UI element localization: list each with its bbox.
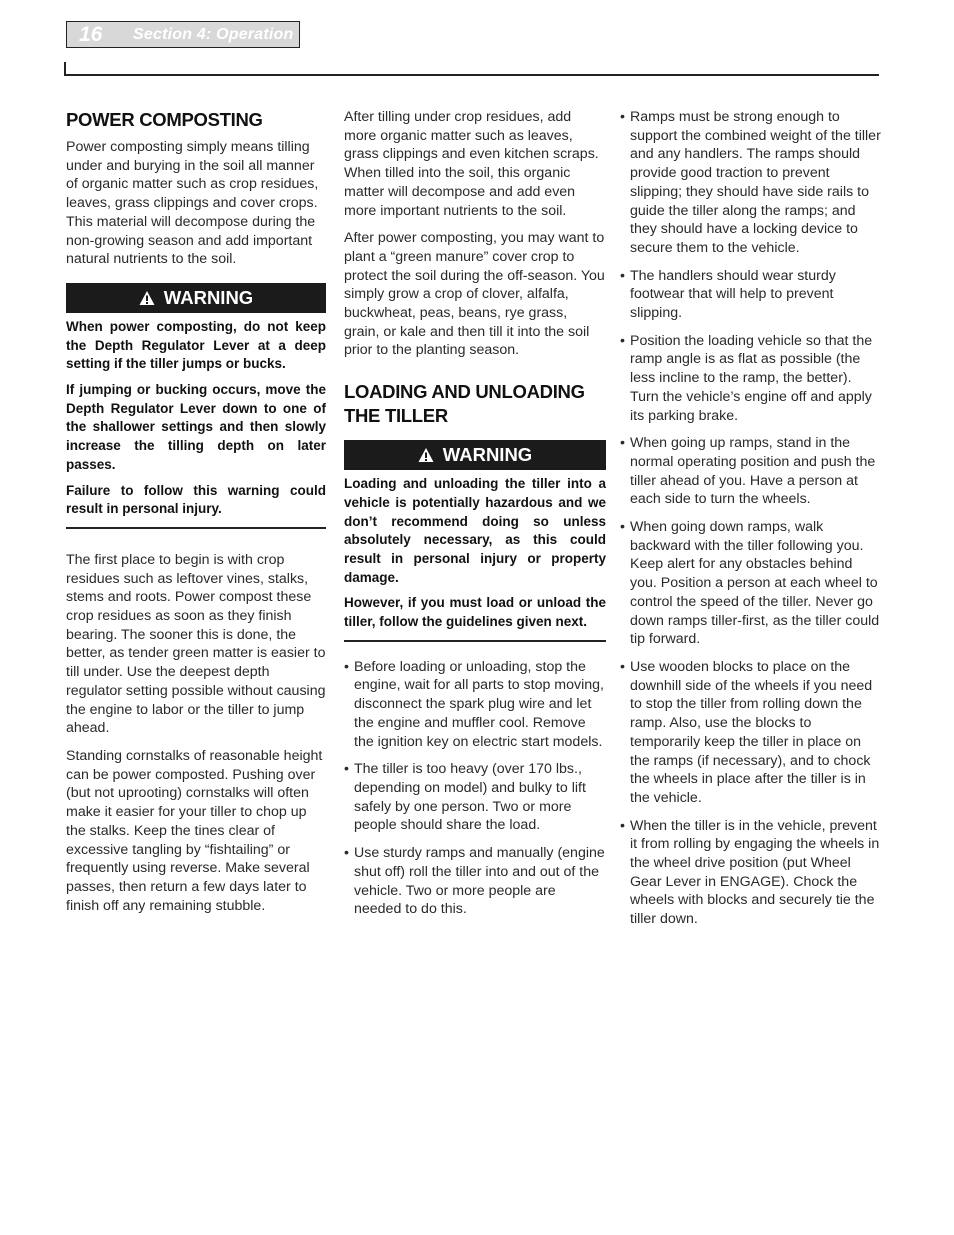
list-item: • When going up ramps, stand in the normal operating position and push the tiller ahead of you. Have a person at each side to turn the wheels. xyxy=(620,434,882,509)
list-item: • When the tiller is in the vehicle, prevent it from rolling by engaging the wheels in the wheel drive position (put Wheel Gear Lever in ENGAGE). Chock the wheels with blocks and securely tie the tiller down. xyxy=(620,817,882,929)
section-title: Section 4: Operation xyxy=(133,26,294,43)
warning-banner xyxy=(344,440,606,470)
ramp-bullet-list xyxy=(620,108,882,929)
heading-power-composting: POWER COMPOSTING xyxy=(66,109,263,130)
page-header xyxy=(66,21,300,48)
column-1 xyxy=(66,108,326,915)
list-item: • Before loading or unloading, stop the engine, wait for all parts to stop moving, disconnect the spark plug wire and let the engine and muffler cool. Remove the ignition key on electric start models. xyxy=(344,658,606,752)
warning-paragraph: However, if you must load or unload the tiller, follow the guidelines given next. xyxy=(344,595,606,630)
list-item: • Position the loading vehicle so that the ramp angle is as flat as possible (the less incline to the ramp, the better). Turn the vehicle’s engine off and apply its parking brake. xyxy=(620,332,882,426)
heading-loading-unloading xyxy=(344,380,606,428)
paragraph: After power composting, you may want to plant a “green manure” cover crop to protect the soil during the off-season. You simply grow a crop of clover, alfalfa, buckwheat, peas, beans, rye grass, grain, or kale and then till it into the soil prior to the planting season. xyxy=(344,230,605,359)
column-2 xyxy=(344,108,606,919)
warning-paragraph: Loading and unloading the tiller into a vehicle is potentially hazardous and we don’t recommend doing so unless absolutely necessary, as this could result in personal injury or property damage. xyxy=(344,476,606,585)
warning-triangle-icon xyxy=(418,447,434,463)
warning-paragraph: If jumping or bucking occurs, move the Depth Regulator Lever down to one of the shallower settings and then slowly increase the tilling depth on later passes. xyxy=(66,382,326,472)
warning-paragraph: Failure to follow this warning could result in personal injury. xyxy=(66,482,326,517)
list-item: • Use sturdy ramps and manually (engine shut off) roll the tiller into and out of the vehicle. Two or more people are needed to do this. xyxy=(344,844,606,919)
warning-label: WARNING xyxy=(163,286,254,308)
heading-line: THE TILLER xyxy=(344,405,448,427)
warning-text xyxy=(66,318,326,519)
warning-paragraph: When power composting, do not keep the Depth Regulator Lever at a deep setting if the tiller jumps or bucks. xyxy=(66,318,326,372)
paragraph: Power composting simply means tilling under and burying in the soil all manner of organic matter such as crop residues, leaves, grass clippings and cover crops. This material will decompose during the non-growing season and add important natural nutrients to the soil. xyxy=(66,139,319,268)
list-item: • When going down ramps, walk backward with the tiller following you. Keep alert for any obstacles behind you. Position a person at each wheel to control the speed of the tiller. Never go down ramps tiller-first, as the tiller could tip forward. xyxy=(620,518,882,649)
warning-banner xyxy=(66,283,326,313)
header-rule xyxy=(66,74,879,76)
list-item: • The tiller is too heavy (over 170 lbs., depending on model) and bulky to lift safely by one person. Two or more people should share the load. xyxy=(344,760,606,835)
warning-divider xyxy=(344,640,606,642)
paragraph: Standing cornstalks of reasonable height can be power composted. Pushing over (but not uprooting) cornstalks will often make it easier for your tiller to chop up the stalks. Keep the tines clear of excessive tangling by “fishtailing” or frequently using reverse. Make several passes, then return a few days later to finish off any remaining stubble. xyxy=(66,747,323,914)
heading-line: LOADING AND UNLOADING xyxy=(344,381,585,403)
loading-bullet-list xyxy=(344,658,606,919)
warning-label: WARNING xyxy=(442,444,533,466)
paragraph: After tilling under crop residues, add more organic matter such as leaves, grass clippings and even kitchen scraps. When tilled into the soil, this organic matter will decompose and add even more important nutrients to the soil. xyxy=(344,109,599,219)
paragraph: The first place to begin is with crop residues such as leftover vines, stalks, stems and roots. Power compost these crop residues as soon as they finish bearing. The sooner this is done, the better, as tender green matter is easier to till under. Use the deepest depth regulator setting possible without causing the engine to labor or the tiller to jump ahead. xyxy=(66,551,326,737)
list-item: • Ramps must be strong enough to support the combined weight of the tiller and any handlers. The ramps should provide good traction to prevent slipping; they should have side rails to guide the tiller along the ramps; and they should have a locking device to secure them to the vehicle. xyxy=(620,108,882,258)
column-3 xyxy=(620,108,882,929)
list-item: • The handlers should wear sturdy footwear that will help to prevent slipping. xyxy=(620,267,882,323)
warning-divider xyxy=(66,527,326,529)
list-item: • Use wooden blocks to place on the downhill side of the wheels if you need to stop the tiller from rolling down the ramp. Also, use the blocks to temporarily keep the tiller in place on the ramps (if necessary), and to chock the wheels in place after the tiller is in the vehicle. xyxy=(620,658,882,808)
page-number: 16 xyxy=(79,23,103,46)
warning-triangle-icon xyxy=(139,290,155,306)
warning-text xyxy=(344,475,606,632)
